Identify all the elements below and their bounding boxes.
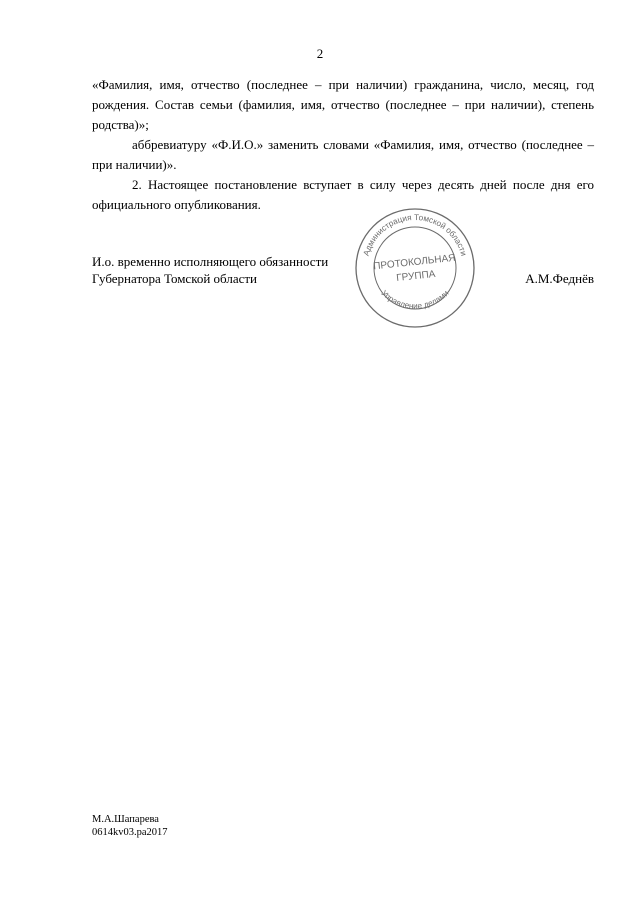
page-number: 2: [316, 46, 324, 61]
document-body: [92, 75, 594, 215]
footer-doc-code: 0614kv03.pa2017: [92, 827, 168, 838]
footer: [92, 813, 168, 839]
signer-title: [92, 253, 328, 287]
signer-name: А.М.Феднёв: [525, 271, 594, 286]
stamp-ring-top-text: Администрация Томской области: [361, 212, 469, 257]
stamp-ring-bottom-text: Управление делами: [379, 288, 451, 311]
signer-title-line-2: Губернатора Томской области: [92, 271, 258, 286]
paragraph-2: аббревиатуру «Ф.И.О.» заменить словами «Фамилия, имя, отчество (последнее – при наличии)».: [92, 137, 594, 172]
stamp-center-line-1: ПРОТОКОЛЬНАЯ: [372, 252, 457, 273]
paragraph-3: 2. Настоящее постановление вступает в силу через десять дней после дня его официального опубликования.: [92, 177, 594, 212]
footer-author: М.А.Шапарева: [92, 814, 159, 825]
official-stamp-seal: [354, 207, 476, 329]
signer-title-line-1: И.о. временно исполняющего обязанности: [92, 254, 329, 269]
stamp-center-line-2: ГРУППА: [395, 268, 436, 284]
paragraph-1: «Фамилия, имя, отчество (последнее – при наличии) гражданина, число, месяц, год рождения. Состав семьи (фамилия, имя, отчество (последнее – при наличии), степень родства)»;: [92, 77, 594, 132]
